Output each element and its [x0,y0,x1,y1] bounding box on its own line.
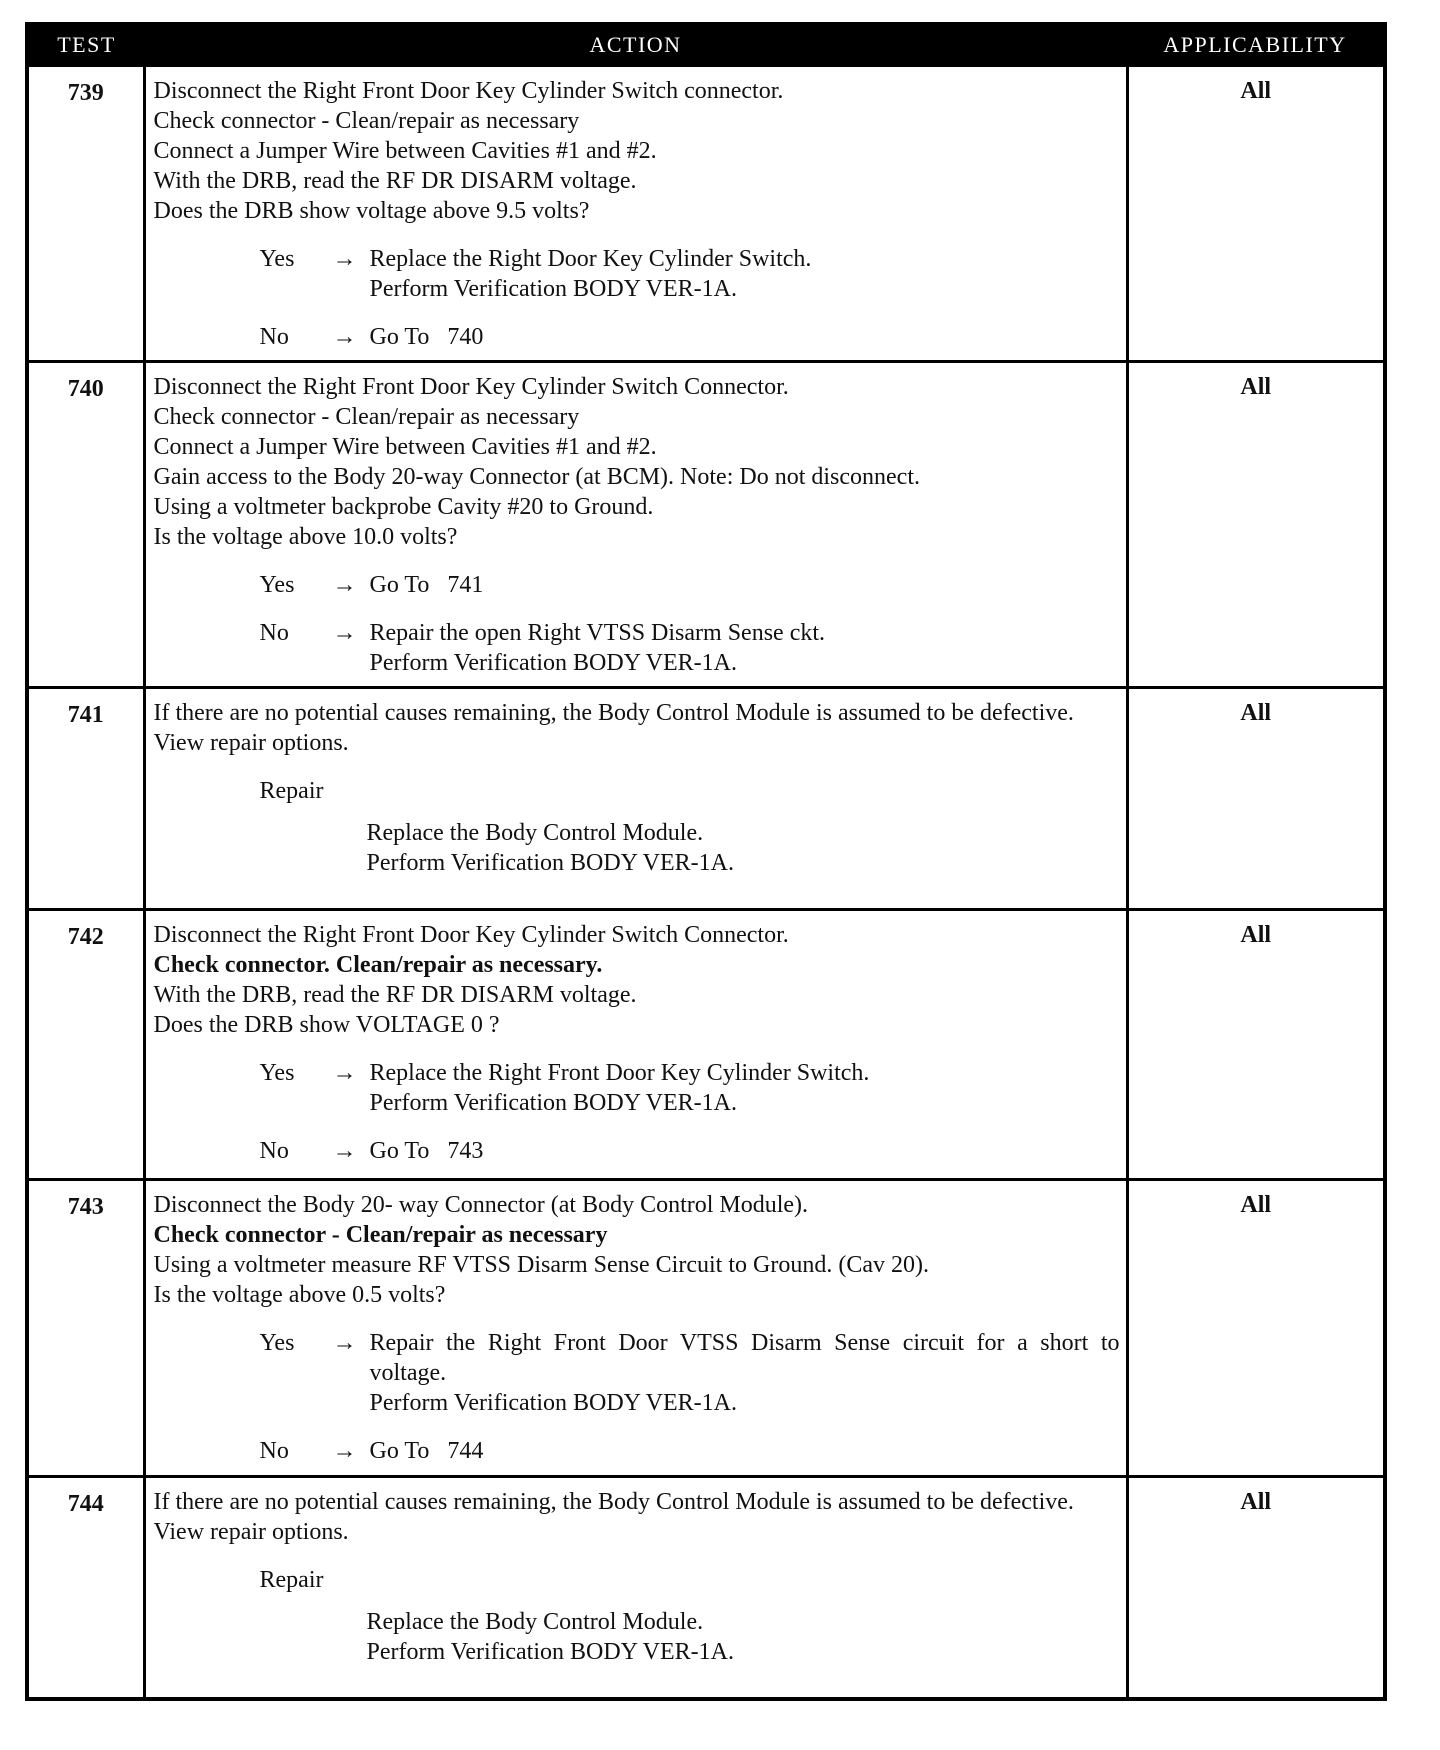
header-test: TEST [27,24,144,66]
right-arrow-icon: → [332,620,357,646]
applicability-value: All [1127,1477,1385,1699]
test-number: 743 [27,1180,144,1477]
step-text: View repair options. [153,730,349,756]
no-label: No [259,1438,289,1464]
action-cell [144,66,1127,362]
yes-label: Yes [259,1330,295,1356]
repair-label: Repair [259,778,324,804]
applicability-value: All [1127,910,1385,1180]
no-branch [154,1436,1120,1466]
repair-label: Repair [259,1567,324,1593]
test-number: 740 [27,362,144,688]
right-arrow-icon: → [332,1330,357,1356]
repair-steps [367,1607,1120,1667]
table-row [27,1180,1385,1477]
yes-text: Replace the Right Door Key Cylinder Switch. [369,246,812,272]
yes-text: Perform Verification BODY VER-1A. [369,1390,737,1416]
no-text: Perform Verification BODY VER-1A. [369,650,737,676]
table-row [27,1477,1385,1699]
step-text: With the DRB, read the RF DR DISARM voltage. [153,168,637,194]
no-text: Repair the open Right VTSS Disarm Sense ckt. [369,620,826,646]
step-text: Is the voltage above 0.5 volts? [153,1282,446,1308]
repair-text: Perform Verification BODY VER-1A. [366,850,734,876]
table-row [27,910,1385,1180]
step-text: Is the voltage above 10.0 volts? [153,524,458,550]
action-cell [144,910,1127,1180]
applicability-value: All [1127,362,1385,688]
intro-text: If there are no potential causes remaining, the Body Control Module is assumed to be defective. [153,700,1074,726]
action-cell [144,1180,1127,1477]
yes-branch [154,244,1120,304]
test-number: 742 [27,910,144,1180]
step-text: Check connector - Clean/repair as necessary [153,404,580,430]
step-text: Gain access to the Body 20-way Connector (at BCM). Note: Do not disconnect. [153,464,920,490]
yes-text: Repair the Right Front Door VTSS Disarm Sense circuit for a short to voltage. [369,1330,1120,1386]
applicability-value: All [1127,688,1385,910]
step-text: Using a voltmeter measure RF VTSS Disarm Sense Circuit to Ground. (Cav 20). [153,1252,929,1278]
table-row [27,688,1385,910]
step-text: Disconnect the Right Front Door Key Cylinder Switch Connector. [153,922,789,948]
applicability-value: All [1127,1180,1385,1477]
yes-text: Replace the Right Front Door Key Cylinder Switch. [369,1060,870,1086]
table-row [27,362,1385,688]
repair-text: Perform Verification BODY VER-1A. [366,1639,734,1665]
no-branch [154,1136,1120,1166]
step-text: View repair options. [153,1519,349,1545]
test-number: 741 [27,688,144,910]
yes-label: Yes [259,572,295,598]
step-text: Disconnect the Body 20- way Connector (at Body Control Module). [153,1192,809,1218]
no-label: No [259,1138,289,1164]
yes-text: Perform Verification BODY VER-1A. [369,1090,737,1116]
test-number: 739 [27,66,144,362]
header-applicability: APPLICABILITY [1127,24,1385,66]
no-branch [154,322,1120,352]
applicability-value: All [1127,66,1385,362]
yes-branch [154,1328,1120,1418]
intro-text: If there are no potential causes remaining, the Body Control Module is assumed to be defective. [153,1489,1074,1515]
yes-branch [154,1058,1120,1118]
action-cell [144,1477,1127,1699]
test-number: 744 [27,1477,144,1699]
diagnostic-test-table [25,22,1387,1701]
step-text: Does the DRB show VOLTAGE 0 ? [153,1012,500,1038]
step-text: Disconnect the Right Front Door Key Cylinder Switch Connector. [153,374,789,400]
step-text: With the DRB, read the RF DR DISARM voltage. [153,982,637,1008]
yes-label: Yes [259,1060,295,1086]
header-action: ACTION [144,24,1127,66]
repair-text: Replace the Body Control Module. [366,1609,704,1635]
right-arrow-icon: → [332,572,357,598]
no-text: Go To 740 [369,324,484,350]
right-arrow-icon: → [332,246,357,272]
repair-steps [367,818,1120,878]
yes-branch [154,570,1120,600]
right-arrow-icon: → [332,1138,357,1164]
table-row [27,66,1385,362]
step-text: Using a voltmeter backprobe Cavity #20 to Ground. [153,494,654,520]
yes-label: Yes [259,246,295,272]
right-arrow-icon: → [332,324,357,350]
table-header-row [27,24,1385,66]
step-text: Check connector - Clean/repair as necessary [153,1222,608,1248]
yes-text: Perform Verification BODY VER-1A. [369,276,737,302]
no-text: Go To 743 [369,1138,484,1164]
no-text: Go To 744 [369,1438,484,1464]
step-text: Disconnect the Right Front Door Key Cylinder Switch connector. [153,78,784,104]
no-branch [154,618,1120,678]
right-arrow-icon: → [332,1060,357,1086]
step-text: Does the DRB show voltage above 9.5 volts? [153,198,590,224]
step-text: Connect a Jumper Wire between Cavities #1 and #2. [153,434,657,460]
step-text: Check connector. Clean/repair as necessary. [153,952,603,978]
action-cell [144,688,1127,910]
repair-text: Replace the Body Control Module. [366,820,704,846]
no-label: No [259,620,289,646]
action-cell [144,362,1127,688]
step-text: Check connector - Clean/repair as necessary [153,108,580,134]
no-label: No [259,324,289,350]
yes-text: Go To 741 [369,572,484,598]
step-text: Connect a Jumper Wire between Cavities #1 and #2. [153,138,657,164]
right-arrow-icon: → [332,1438,357,1464]
